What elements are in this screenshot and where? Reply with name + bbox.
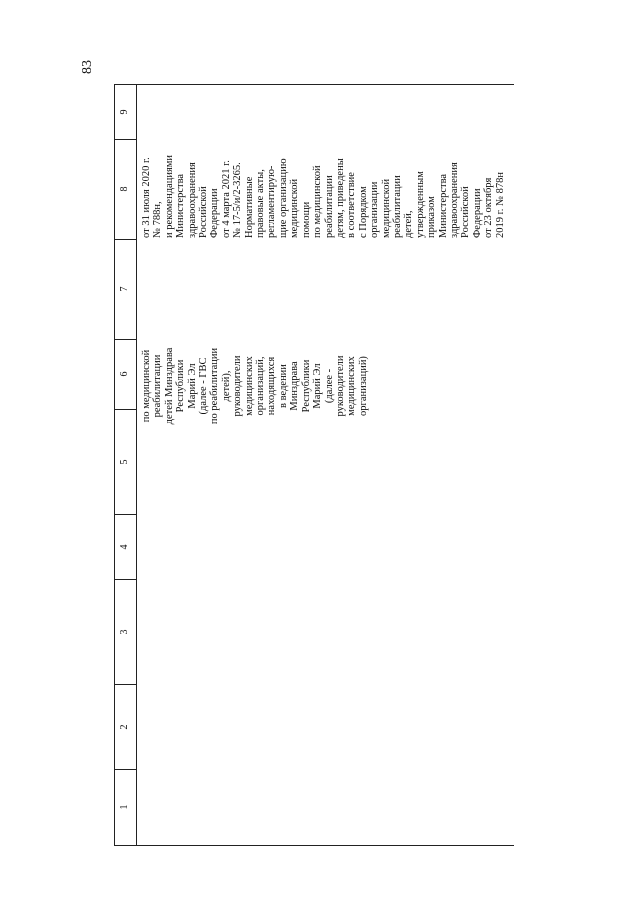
col-border bbox=[114, 239, 136, 240]
text-line: в ведении bbox=[277, 364, 289, 408]
text-line: приказом bbox=[426, 196, 438, 238]
col-border bbox=[114, 139, 136, 140]
text-line: (далее - ГВС bbox=[198, 357, 210, 415]
text-line: и рекомендациями bbox=[163, 154, 175, 238]
col-border bbox=[114, 769, 136, 770]
text-line: здравоохранения bbox=[448, 162, 460, 238]
col-border bbox=[114, 339, 136, 340]
column-number-7: 7 bbox=[119, 286, 130, 292]
text-line: в соответствие bbox=[346, 172, 358, 238]
column-number-9: 9 bbox=[119, 109, 130, 115]
cell-col6-text bbox=[141, 332, 369, 440]
col-border bbox=[114, 579, 136, 580]
text-line: Нормативные bbox=[243, 176, 255, 238]
text-line: помощи bbox=[300, 201, 312, 238]
text-line: детей), bbox=[220, 370, 232, 402]
cell-col8-text bbox=[141, 138, 506, 238]
text-line: по медицинской bbox=[312, 165, 324, 238]
column-number-8: 8 bbox=[119, 186, 130, 192]
text-line: организаций) bbox=[357, 356, 369, 416]
table-top-border bbox=[114, 84, 514, 85]
text-line: детям, приведены bbox=[334, 158, 346, 238]
text-line: 2019 г. № 878н bbox=[494, 171, 506, 238]
text-line: правовые акты, bbox=[255, 169, 267, 238]
text-line: по реабилитации bbox=[209, 347, 221, 425]
text-line: Федерации bbox=[471, 188, 483, 238]
column-number-6: 6 bbox=[119, 371, 130, 377]
text-line: Марий Эл bbox=[186, 363, 198, 409]
text-line: реабилитации bbox=[323, 175, 335, 238]
text-line: Федерации bbox=[209, 188, 221, 238]
text-line: регламентирую- bbox=[266, 165, 278, 238]
header-border-right bbox=[136, 84, 137, 846]
text-line: Российской bbox=[460, 186, 472, 238]
text-line: от 4 марта 2021 г. bbox=[220, 160, 232, 238]
text-line: Министерства bbox=[175, 173, 187, 238]
text-line: находящихся bbox=[266, 356, 278, 416]
text-line: Российской bbox=[198, 186, 210, 238]
text-line: организации bbox=[369, 181, 381, 238]
text-line: Республики bbox=[175, 359, 187, 413]
text-line: № 788н, bbox=[152, 201, 164, 238]
text-line: Минздрава bbox=[289, 361, 301, 411]
text-line: медицинских bbox=[346, 356, 358, 416]
col-border bbox=[114, 514, 136, 515]
text-line: руководители bbox=[232, 355, 244, 417]
table-bottom-border bbox=[114, 845, 514, 846]
text-line: с Порядком bbox=[357, 186, 369, 238]
col-border bbox=[114, 409, 136, 410]
text-line: руководители bbox=[334, 355, 346, 417]
header-border-left bbox=[114, 84, 115, 846]
text-line: Министерства bbox=[437, 173, 449, 238]
text-line: Республики bbox=[300, 359, 312, 413]
text-line: медицинской bbox=[380, 178, 392, 238]
text-line: от 23 октября bbox=[483, 177, 495, 238]
column-number-5: 5 bbox=[119, 459, 130, 465]
text-line: организаций, bbox=[255, 356, 267, 416]
page-number: 83 bbox=[80, 60, 95, 74]
text-line: реабилитации bbox=[391, 175, 403, 238]
column-number-3: 3 bbox=[119, 629, 130, 635]
text-line: по медицинской bbox=[141, 349, 152, 423]
column-number-4: 4 bbox=[119, 544, 130, 550]
column-number-2: 2 bbox=[119, 724, 130, 730]
text-line: утвержденным bbox=[414, 171, 426, 238]
column-number-1: 1 bbox=[119, 804, 130, 810]
text-line: № 17-5/и/2-3265. bbox=[232, 162, 244, 238]
text-line: медицинских bbox=[243, 356, 255, 416]
col-border bbox=[114, 684, 136, 685]
text-line: щие организацию bbox=[277, 158, 289, 238]
text-line: Марий Эл bbox=[312, 363, 324, 409]
text-line: детей Минздрава bbox=[163, 347, 175, 425]
text-line: детей, bbox=[403, 210, 415, 238]
text-line: от 31 июля 2020 г. bbox=[141, 157, 152, 238]
text-line: реабилитации bbox=[152, 354, 164, 418]
text-line: (далее - bbox=[323, 368, 335, 404]
text-line: здравоохранения bbox=[186, 162, 198, 238]
text-line: медицинской bbox=[289, 178, 301, 238]
